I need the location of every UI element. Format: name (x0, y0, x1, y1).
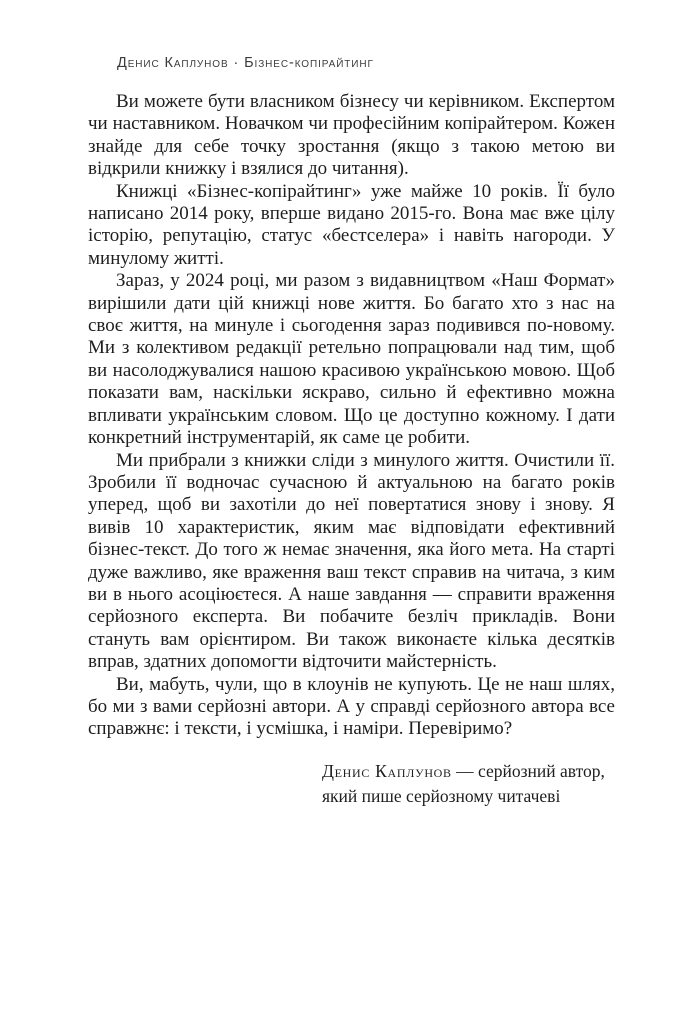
paragraph-1: Ви можете бути власником бізнесу чи керівником. Експертом чи наставником. Новачком чи професійним копірайтером. Кожен знайде для себе точку зростання (якщо з такою метою ви відкрили книжку і взялися до читання). (88, 91, 615, 180)
page-body (88, 91, 615, 810)
signature-block (322, 759, 615, 810)
paragraph-4: Ми прибрали з книжки сліди з минулого життя. Очистили її. Зробили її водночас сучасною й актуальною на багато років уперед, щоб ви захотіли до неї повертатися знову і знову. Я вивів 10 характеристик, яким має відповідати ефективний бізнес-текст. До того ж немає значення, яка його мета. На старті дуже важливо, яке враження ваш текст справив на читача, з ким ви в нього асоціюєтеся. А наше завдання — справити враження серйозного експерта. Ви побачите безліч прикладів. Вони стануть вам орієнтиром. Ви також виконаєте кілька десятків вправ, здатних допомогти відточити майстерність. (88, 449, 615, 673)
paragraph-2: Книжці «Бізнес-копірайтинг» уже майже 10 років. Її було написано 2014 року, вперше видано 2015-го. Вона має вже цілу історію, репутацію, статус «бестселера» і навіть нагороди. У минулому житті. (88, 180, 615, 269)
signature-author-name: Денис Каплунов (322, 760, 452, 781)
paragraph-3: Зараз, у 2024 році, ми разом з видавництвом «Наш Формат» вирішили дати цій книжці нове життя. Бо багато хто з нас на своє життя, на минуле і сьогодення зараз подивився по-новому. Ми з колективом редакції ретельно попрацювали над тим, щоб ви насолоджувалися нашою красивою українською мовою. Щоб показати вам, наскільки яскраво, сильно й ефективно можна впливати українським словом. Що це доступно кожному. І дати конкретний інструментарій, як саме це робити. (88, 270, 615, 449)
signature-role: — серйозний автор, (451, 760, 605, 781)
signature-line-1 (322, 759, 615, 785)
running-head: Денис Каплунов · Бізнес-копірайтинг (117, 55, 374, 71)
paragraph-5: Ви, мабуть, чули, що в клоунів не купують. Це не наш шлях, бо ми з вами серйозні автори. А у справді серйозного автора все справжнє: і тексти, і усмішка, і наміри. Перевіримо? (88, 673, 615, 740)
signature-line-2: який пише серйозному читачеві (322, 786, 561, 807)
